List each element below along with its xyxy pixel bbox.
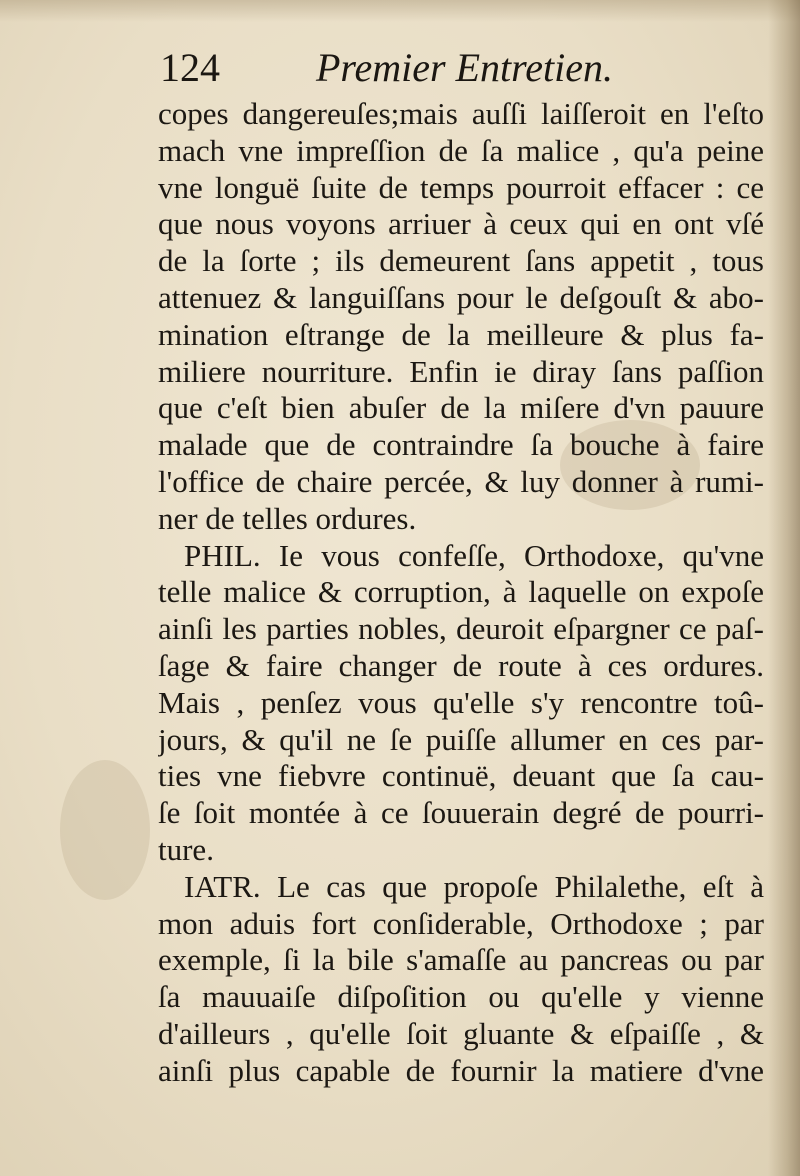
text-line: mination eſtrange de la meilleure & plus fa- bbox=[158, 316, 764, 352]
text-line: jours, & qu'il ne ſe puiſſe allumer en ces par- bbox=[158, 721, 764, 757]
running-title: Premier Entretien. bbox=[316, 45, 613, 90]
text-line: que nous voyons arriuer à ceux qui en ont vſé bbox=[158, 206, 764, 242]
text-line: miliere nourriture. Enfin ie diray ſans paſſion bbox=[158, 353, 764, 389]
text-line: vne longuë ſuite de temps pourroit effacer : ce bbox=[158, 169, 764, 205]
text-line: telle malice & corruption, à laquelle on expoſe bbox=[158, 574, 764, 610]
text-line: ner de telles ordures. bbox=[158, 500, 417, 536]
text-line: ties vne fiebvre continuë, deuant que ſa cau- bbox=[158, 758, 764, 794]
text-line: exemple, ſi la bile s'amaſſe au pancreas ou par bbox=[158, 942, 764, 978]
page-gutter-shadow bbox=[768, 0, 800, 1176]
text-line: mach vne impreſſion de ſa malice , qu'a peine bbox=[158, 132, 764, 168]
text-line: attenuez & languiſſans pour le deſgouſt & abo- bbox=[158, 279, 764, 315]
text-line: ainſi les parties nobles, deuroit eſpargner ce paſ- bbox=[158, 611, 764, 647]
text-line: ture. bbox=[158, 831, 214, 867]
body-text bbox=[158, 96, 764, 1090]
text-line: ſe ſoit montée à ce ſouuerain degré de pourri- bbox=[158, 795, 764, 831]
text-line: mon aduis fort conſiderable, Orthodoxe ; par bbox=[158, 905, 764, 941]
speaker-line-phil: PHIL. Ie vous confeſſe, Orthodoxe, qu'vne bbox=[184, 537, 764, 573]
text-line: ſage & faire changer de route à ces ordures. bbox=[158, 647, 764, 683]
text-line: copes dangereuſes;mais auſſi laiſſeroit en l'eſto bbox=[158, 96, 764, 131]
speaker-line-iatr: IATR. Le cas que propoſe Philalethe, eſt à bbox=[184, 868, 764, 904]
text-line: Mais , penſez vous qu'elle s'y rencontre toû- bbox=[158, 684, 764, 720]
paper-stain bbox=[60, 760, 150, 900]
text-line: ſa mauuaiſe diſpoſition ou qu'elle y vienne bbox=[158, 979, 764, 1015]
page-number: 124 bbox=[160, 45, 220, 90]
page-top-shadow bbox=[0, 0, 800, 22]
text-line: l'office de chaire percée, & luy donner à rumi- bbox=[158, 463, 764, 499]
page-header bbox=[160, 38, 760, 98]
text-line: que c'eſt bien abuſer de la miſere d'vn pauure bbox=[158, 390, 764, 426]
text-line: malade que de contraindre ſa bouche à faire bbox=[158, 427, 764, 463]
text-line: de la ſorte ; ils demeurent ſans appetit , tous bbox=[158, 243, 764, 279]
text-line: ainſi plus capable de fournir la matiere d'vne bbox=[158, 1052, 764, 1088]
text-line: d'ailleurs , qu'elle ſoit gluante & eſpaiſſe , & bbox=[158, 1015, 764, 1051]
